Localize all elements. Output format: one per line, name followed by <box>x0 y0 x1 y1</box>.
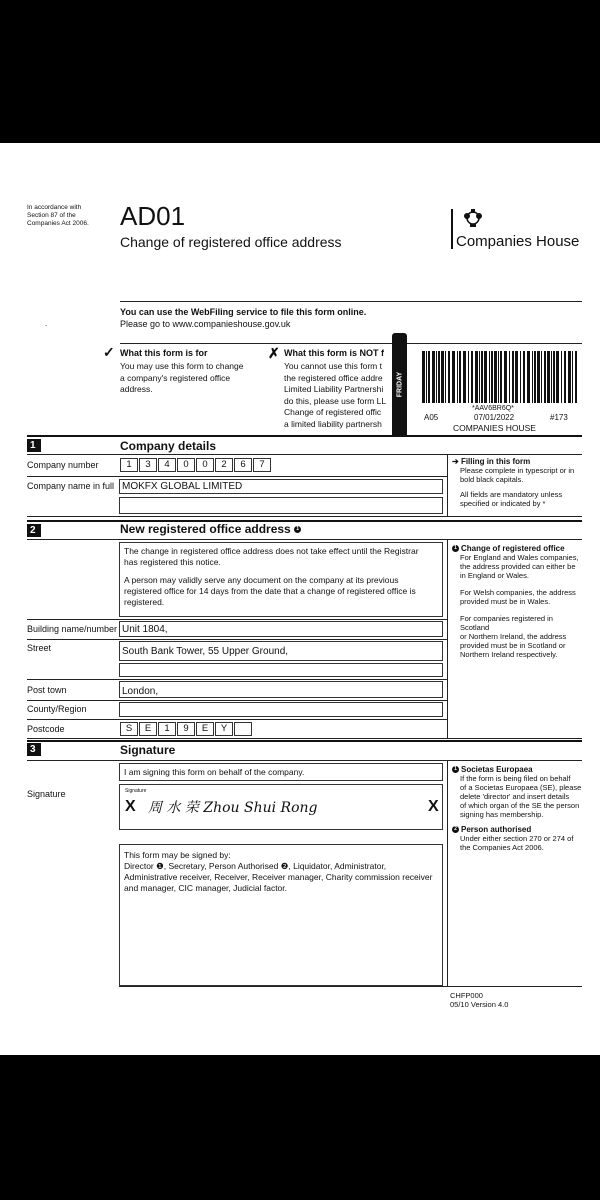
footer-version: 05/10 Version 4.0 <box>450 1000 509 1009</box>
company-name-field-2[interactable] <box>119 497 443 514</box>
rule <box>120 343 582 344</box>
street-field-2[interactable] <box>119 663 443 677</box>
brand-divider <box>451 209 453 249</box>
side-note-text <box>452 774 582 819</box>
rule <box>120 301 582 302</box>
what-for-title: What this form is for <box>120 348 208 358</box>
side-note-line: All fields are mandatory unless <box>460 490 563 499</box>
section-title: Company details <box>120 439 217 453</box>
company-name-label: Company name in full <box>27 481 115 491</box>
what-not-for-text <box>284 361 386 430</box>
footer-code: CHFP000 <box>450 991 483 1000</box>
side-note-address <box>452 544 582 659</box>
rule <box>27 700 447 701</box>
company-number-cell[interactable]: 2 <box>215 458 233 472</box>
barcode-icon <box>420 351 580 403</box>
company-number-cell[interactable]: 3 <box>139 458 157 472</box>
side-note-line: For Welsh companies, the address <box>460 588 576 597</box>
section-rule <box>27 520 582 522</box>
company-number-cell[interactable]: 7 <box>253 458 271 472</box>
postcode-cell[interactable] <box>234 722 252 736</box>
note-marker-icon: 2 <box>452 826 459 833</box>
rule <box>27 738 582 739</box>
arrow-icon: ➔ <box>452 457 461 466</box>
section-number: 2 <box>27 524 41 537</box>
side-note-line: provided must be in Wales. <box>460 597 551 606</box>
side-note-head <box>452 544 582 553</box>
side-note-line: the Companies Act 2006. <box>460 843 544 852</box>
postcode-cell[interactable]: Y <box>215 722 233 736</box>
postcode-cell[interactable]: E <box>139 722 157 736</box>
section-number: 3 <box>27 743 41 756</box>
rule <box>27 719 447 720</box>
side-note-line: Under either section 270 or 274 of <box>460 834 574 843</box>
stamp-code: *AAV6BR6Q* <box>472 405 514 412</box>
what-not-for-line: do this, please use form LL <box>284 395 387 406</box>
notice-text-a <box>124 546 419 568</box>
side-note-title: Societas Europaea <box>461 765 533 774</box>
street-label: Street <box>27 643 52 653</box>
side-note-line: of a Societas Europaea (SE), please <box>460 783 582 792</box>
posttown-field[interactable] <box>119 681 443 698</box>
side-note-text <box>452 834 582 852</box>
brand-name: Companies House <box>456 233 580 250</box>
side-note-text <box>452 466 582 508</box>
side-note-se <box>452 765 582 852</box>
county-field[interactable] <box>119 702 443 717</box>
side-note-line: provided must be in Scotland or <box>460 641 566 650</box>
side-note-line: bold black capitals. <box>460 475 524 484</box>
signed-by-title: This form may be signed by: <box>124 850 231 860</box>
rule <box>27 679 447 680</box>
side-note-line: of which organ of the SE the person <box>460 801 580 810</box>
side-note-line: For companies registered in Scotland <box>460 614 553 632</box>
side-note-head <box>452 825 582 834</box>
stamp-date: 07/01/2022 <box>474 413 515 422</box>
postcode-field[interactable] <box>120 722 270 736</box>
side-note-line: in England or Wales. <box>460 571 529 580</box>
stamp-office: COMPANIES HOUSE <box>453 423 536 433</box>
building-label: Building name/number <box>27 624 118 634</box>
rule <box>27 539 582 540</box>
notice-text-b <box>124 575 416 608</box>
postcode-cell[interactable]: S <box>120 722 138 736</box>
section-title: Signature <box>120 743 176 757</box>
company-name-value: MOKFX GLOBAL LIMITED <box>122 481 243 492</box>
what-not-for-line: the registered office addre <box>284 372 383 383</box>
side-note-line: If the form is being filed on behalf <box>460 774 571 783</box>
side-note-title: Change of registered office <box>461 544 565 553</box>
company-number-cell[interactable]: 0 <box>196 458 214 472</box>
behalf-box <box>119 763 443 781</box>
section-title <box>120 522 303 536</box>
behalf-text: I am signing this form on behalf of the company. <box>124 767 305 777</box>
accordance-line: Section 87 of the <box>27 212 76 219</box>
building-value: Unit 1804, <box>122 624 168 635</box>
cross-icon: ✗ <box>268 345 280 361</box>
what-not-for-line: Change of registered offic <box>284 407 382 417</box>
signature-handwriting: 周 水 荣 Zhou Shui Rong <box>148 800 318 816</box>
posttown-label: Post town <box>27 685 67 695</box>
what-for-line: You may use this form to change <box>120 361 244 371</box>
signed-by-line: and manager, CIC manager, Judicial factor. <box>124 883 288 893</box>
signature-x-left: X <box>125 798 136 815</box>
crest-icon <box>460 207 486 229</box>
section-number: 1 <box>27 439 41 452</box>
rule <box>27 619 447 620</box>
accordance-line: Companies Act 2006. <box>27 220 89 227</box>
accordance-line: In accordance with <box>27 204 82 211</box>
side-note-title: Filling in this form <box>460 457 531 466</box>
rule <box>27 760 582 761</box>
section-rule <box>27 435 582 437</box>
postcode-cell[interactable]: 1 <box>158 722 176 736</box>
signed-by-line: Administrative receiver, Receiver, Receiver manager, Charity commission receiver <box>124 872 433 882</box>
notice-line: has registered this notice. <box>124 557 221 567</box>
stamp-day: FRIDAY <box>396 371 404 398</box>
side-note-line: specified or indicated by * <box>460 499 546 508</box>
spacer <box>460 606 582 614</box>
side-note-line: delete 'director' and insert details <box>460 792 570 801</box>
signature-label: Signature <box>27 789 66 799</box>
rule <box>27 516 582 517</box>
company-number-cell[interactable]: 0 <box>177 458 195 472</box>
spacer <box>460 580 582 588</box>
note-marker-icon: 1 <box>452 766 459 773</box>
signed-by-line: Director ❶, Secretary, Person Authorised ❷, Liquidator, Administrator, <box>124 861 387 871</box>
what-not-for-block <box>284 347 396 435</box>
webfiling-url: Please go to www.companieshouse.gov.uk <box>120 319 291 329</box>
what-for-line: a company's registered office <box>120 372 231 383</box>
company-number-cell[interactable]: 4 <box>158 458 176 472</box>
side-note-line: Please complete in typescript or in <box>460 466 575 475</box>
signature-field[interactable] <box>119 784 443 830</box>
column-divider <box>447 454 448 516</box>
checkmark-icon: ✓ <box>103 344 115 360</box>
side-note-line: For England and Wales companies, <box>460 553 579 562</box>
column-divider <box>447 539 448 738</box>
building-field[interactable] <box>119 621 443 637</box>
street-value: South Bank Tower, 55 Upper Ground, <box>122 646 289 657</box>
rule <box>27 454 582 455</box>
dot-mark: . <box>45 319 48 328</box>
postcode-label: Postcode <box>27 724 65 734</box>
signed-by-text <box>124 850 432 894</box>
county-label: County/Region <box>27 704 87 714</box>
notice-line: A person may validly serve any document on the company at its previous <box>124 575 399 585</box>
notice-line: The change in registered office address does not take effect until the Registrar <box>124 546 419 556</box>
rule <box>27 639 447 640</box>
side-note-line: the address provided can either be <box>460 562 576 571</box>
footer-codes <box>450 991 508 1009</box>
what-for-text <box>120 361 243 396</box>
stamp-ref: A05 <box>424 413 439 422</box>
webfiling-line: You can use the WebFiling service to file this form online. <box>120 307 367 317</box>
side-note-head <box>452 457 582 466</box>
company-number-cell[interactable]: 1 <box>120 458 138 472</box>
side-note-line: signing has membership. <box>460 810 544 819</box>
side-note-line: Northern Ireland respectively. <box>460 650 558 659</box>
side-note-title: Person authorised <box>461 825 532 834</box>
side-note-text <box>452 553 582 659</box>
signed-by-box <box>119 844 443 986</box>
what-not-for-line: a limited liability partnersh <box>284 418 382 429</box>
company-number-label: Company number <box>27 460 99 470</box>
postcode-cell[interactable]: 9 <box>177 722 195 736</box>
signature-caption: Signature <box>125 788 147 794</box>
side-note-filling <box>452 457 582 508</box>
section-title-text: New registered office address <box>120 522 291 536</box>
section-rule <box>27 740 582 742</box>
what-not-for-line: You cannot use this form t <box>284 361 382 371</box>
notice-line: registered. <box>124 597 165 607</box>
note-marker-icon: 1 <box>294 526 301 533</box>
signature-x-right: X <box>428 798 439 815</box>
notice-box <box>119 542 443 617</box>
company-number-cell[interactable]: 6 <box>234 458 252 472</box>
form-page <box>0 143 600 1055</box>
company-name-field[interactable] <box>119 479 443 494</box>
what-for-line: address. <box>120 384 153 394</box>
side-note-line: or Northern Ireland, the address <box>460 632 567 641</box>
rule <box>119 986 582 987</box>
street-field[interactable] <box>119 641 443 661</box>
stamp-number: #173 <box>550 413 568 422</box>
column-divider <box>447 760 448 986</box>
rule <box>27 476 447 477</box>
what-not-for-title: What this form is NOT f <box>284 348 384 358</box>
posttown-value: London, <box>122 686 159 697</box>
postcode-cell[interactable]: E <box>196 722 214 736</box>
what-not-for-line: Limited Liability Partnershi <box>284 384 384 394</box>
form-code: AD01 <box>120 201 186 231</box>
company-number-field[interactable] <box>120 458 280 472</box>
side-note-head <box>452 765 582 774</box>
form-title: Change of registered office address <box>120 234 342 250</box>
note-marker-icon: 1 <box>452 545 459 552</box>
notice-line: registered office for 14 days from the date that a change of registered office is <box>124 586 416 596</box>
accordance-note <box>27 204 89 228</box>
